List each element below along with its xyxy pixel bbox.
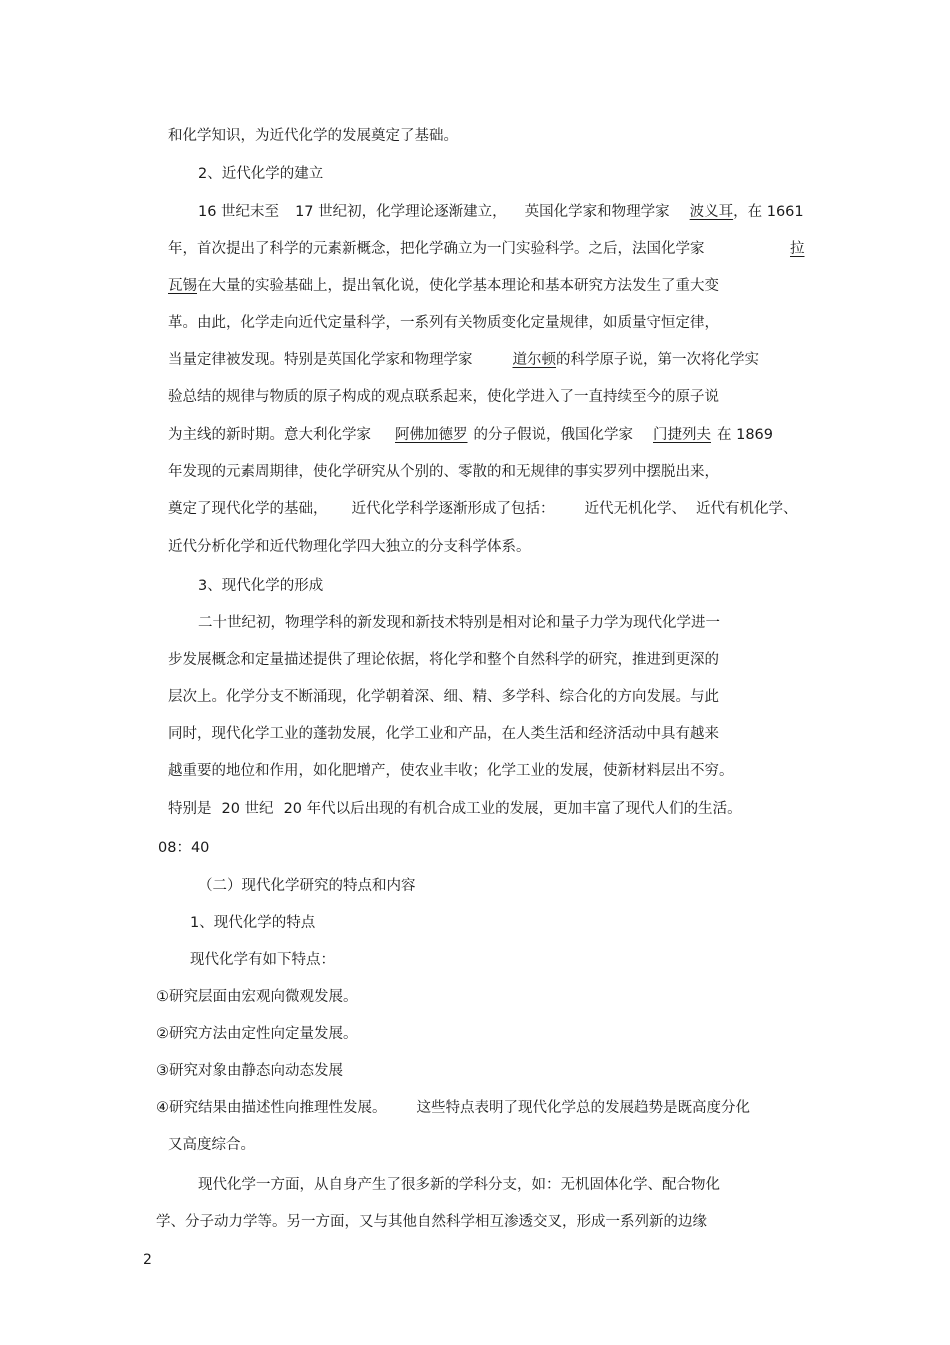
text-line: 同时，现代化学工业的蓬勃发展，化学工业和产品，在人类生活和经济活动中具有越来	[168, 726, 719, 742]
section-heading: 1、现代化学的特点	[190, 915, 316, 931]
text-line: 现代化学有如下特点：	[190, 952, 335, 968]
person-name-dalton: 道尔顿	[512, 352, 556, 368]
page-number: 2	[143, 1252, 152, 1268]
text-line: 近代分析化学和近代物理化学四大独立的分支科学体系。	[168, 539, 531, 555]
person-name-avogadro: 阿佛加德罗	[395, 427, 468, 443]
list-item: ④研究结果由描述性向推理性发展。 这些特点表明了现代化学总的发展趋势是既高度分化	[156, 1100, 750, 1116]
text-line: 为主线的新时期。意大利化学家 阿佛加德罗 的分子假说，俄国化学家 门捷列夫 在 1869	[168, 427, 774, 443]
text-line: 层次上。化学分支不断涌现，化学朝着深、细、精、多学科、综合化的方向发展。与此	[168, 689, 719, 705]
section-heading: 3、现代化学的形成	[198, 578, 324, 594]
text-line: 学、分子动力学等。另一方面，又与其他自然科学相互渗透交叉，形成一系列新的边缘	[156, 1214, 707, 1230]
text-line: 瓦锡在大量的实验基础上，提出氧化说，使化学基本理论和基本研究方法发生了重大变	[168, 278, 719, 294]
person-name-lavoisier-part2: 瓦锡	[168, 278, 197, 294]
text-line: 奠定了现代化学的基础， 近代化学科学逐渐形成了包括： 近代无机化学、 近代有机化学、	[168, 501, 798, 517]
section-heading: 2、近代化学的建立	[198, 166, 324, 182]
text-line: 年发现的元素周期律，使化学研究从个别的、零散的和无规律的事实罗列中摆脱出来，	[168, 464, 719, 480]
text-line: 16 世纪末至 17 世纪初，化学理论逐渐建立， 英国化学家和物理学家 波义耳，在 1661	[198, 204, 804, 220]
text-line: 和化学知识，为近代化学的发展奠定了基础。	[168, 128, 458, 144]
text-line: 又高度综合。	[168, 1137, 255, 1153]
person-name-boyle: 波义耳	[689, 204, 734, 220]
list-item: ①研究层面由宏观向微观发展。	[156, 989, 358, 1005]
list-item: ②研究方法由定性向定量发展。	[156, 1026, 358, 1042]
person-name-lavoisier-part1: 拉	[790, 241, 805, 257]
text-line: 当量定律被发现。特别是英国化学家和物理学家 道尔顿的科学原子说，第一次将化学实	[168, 352, 759, 368]
text-line: 特别是 20 世纪 20 年代以后出现的有机合成工业的发展，更加丰富了现代人们的生活。	[168, 801, 742, 817]
text-line: 越重要的地位和作用，如化肥增产，使农业丰收；化学工业的发展，使新材料层出不穷。	[168, 763, 734, 779]
text-line: 现代化学一方面，从自身产生了很多新的学科分支，如：无机固体化学、配合物化	[198, 1177, 720, 1193]
person-name-mendeleev: 门捷列夫	[653, 427, 711, 443]
list-item: ③研究对象由静态向动态发展	[156, 1063, 343, 1079]
text-line: 验总结的规律与物质的原子构成的观点联系起来，使化学进入了一直持续至今的原子说	[168, 389, 719, 405]
text-line: 年，首次提出了科学的元素新概念，把化学确立为一门实验科学。之后，法国化学家	[168, 241, 705, 257]
section-heading: （二）现代化学研究的特点和内容	[198, 878, 416, 894]
timestamp: 08：40	[158, 840, 210, 856]
text-line: 二十世纪初，物理学科的新发现和新技术特别是相对论和量子力学为现代化学进一	[198, 615, 720, 631]
text-line: 革。由此，化学走向近代定量科学，一系列有关物质变化定量规律，如质量守恒定律，	[168, 315, 719, 331]
text-line: 步发展概念和定量描述提供了理论依据，将化学和整个自然科学的研究，推进到更深的	[168, 652, 719, 668]
